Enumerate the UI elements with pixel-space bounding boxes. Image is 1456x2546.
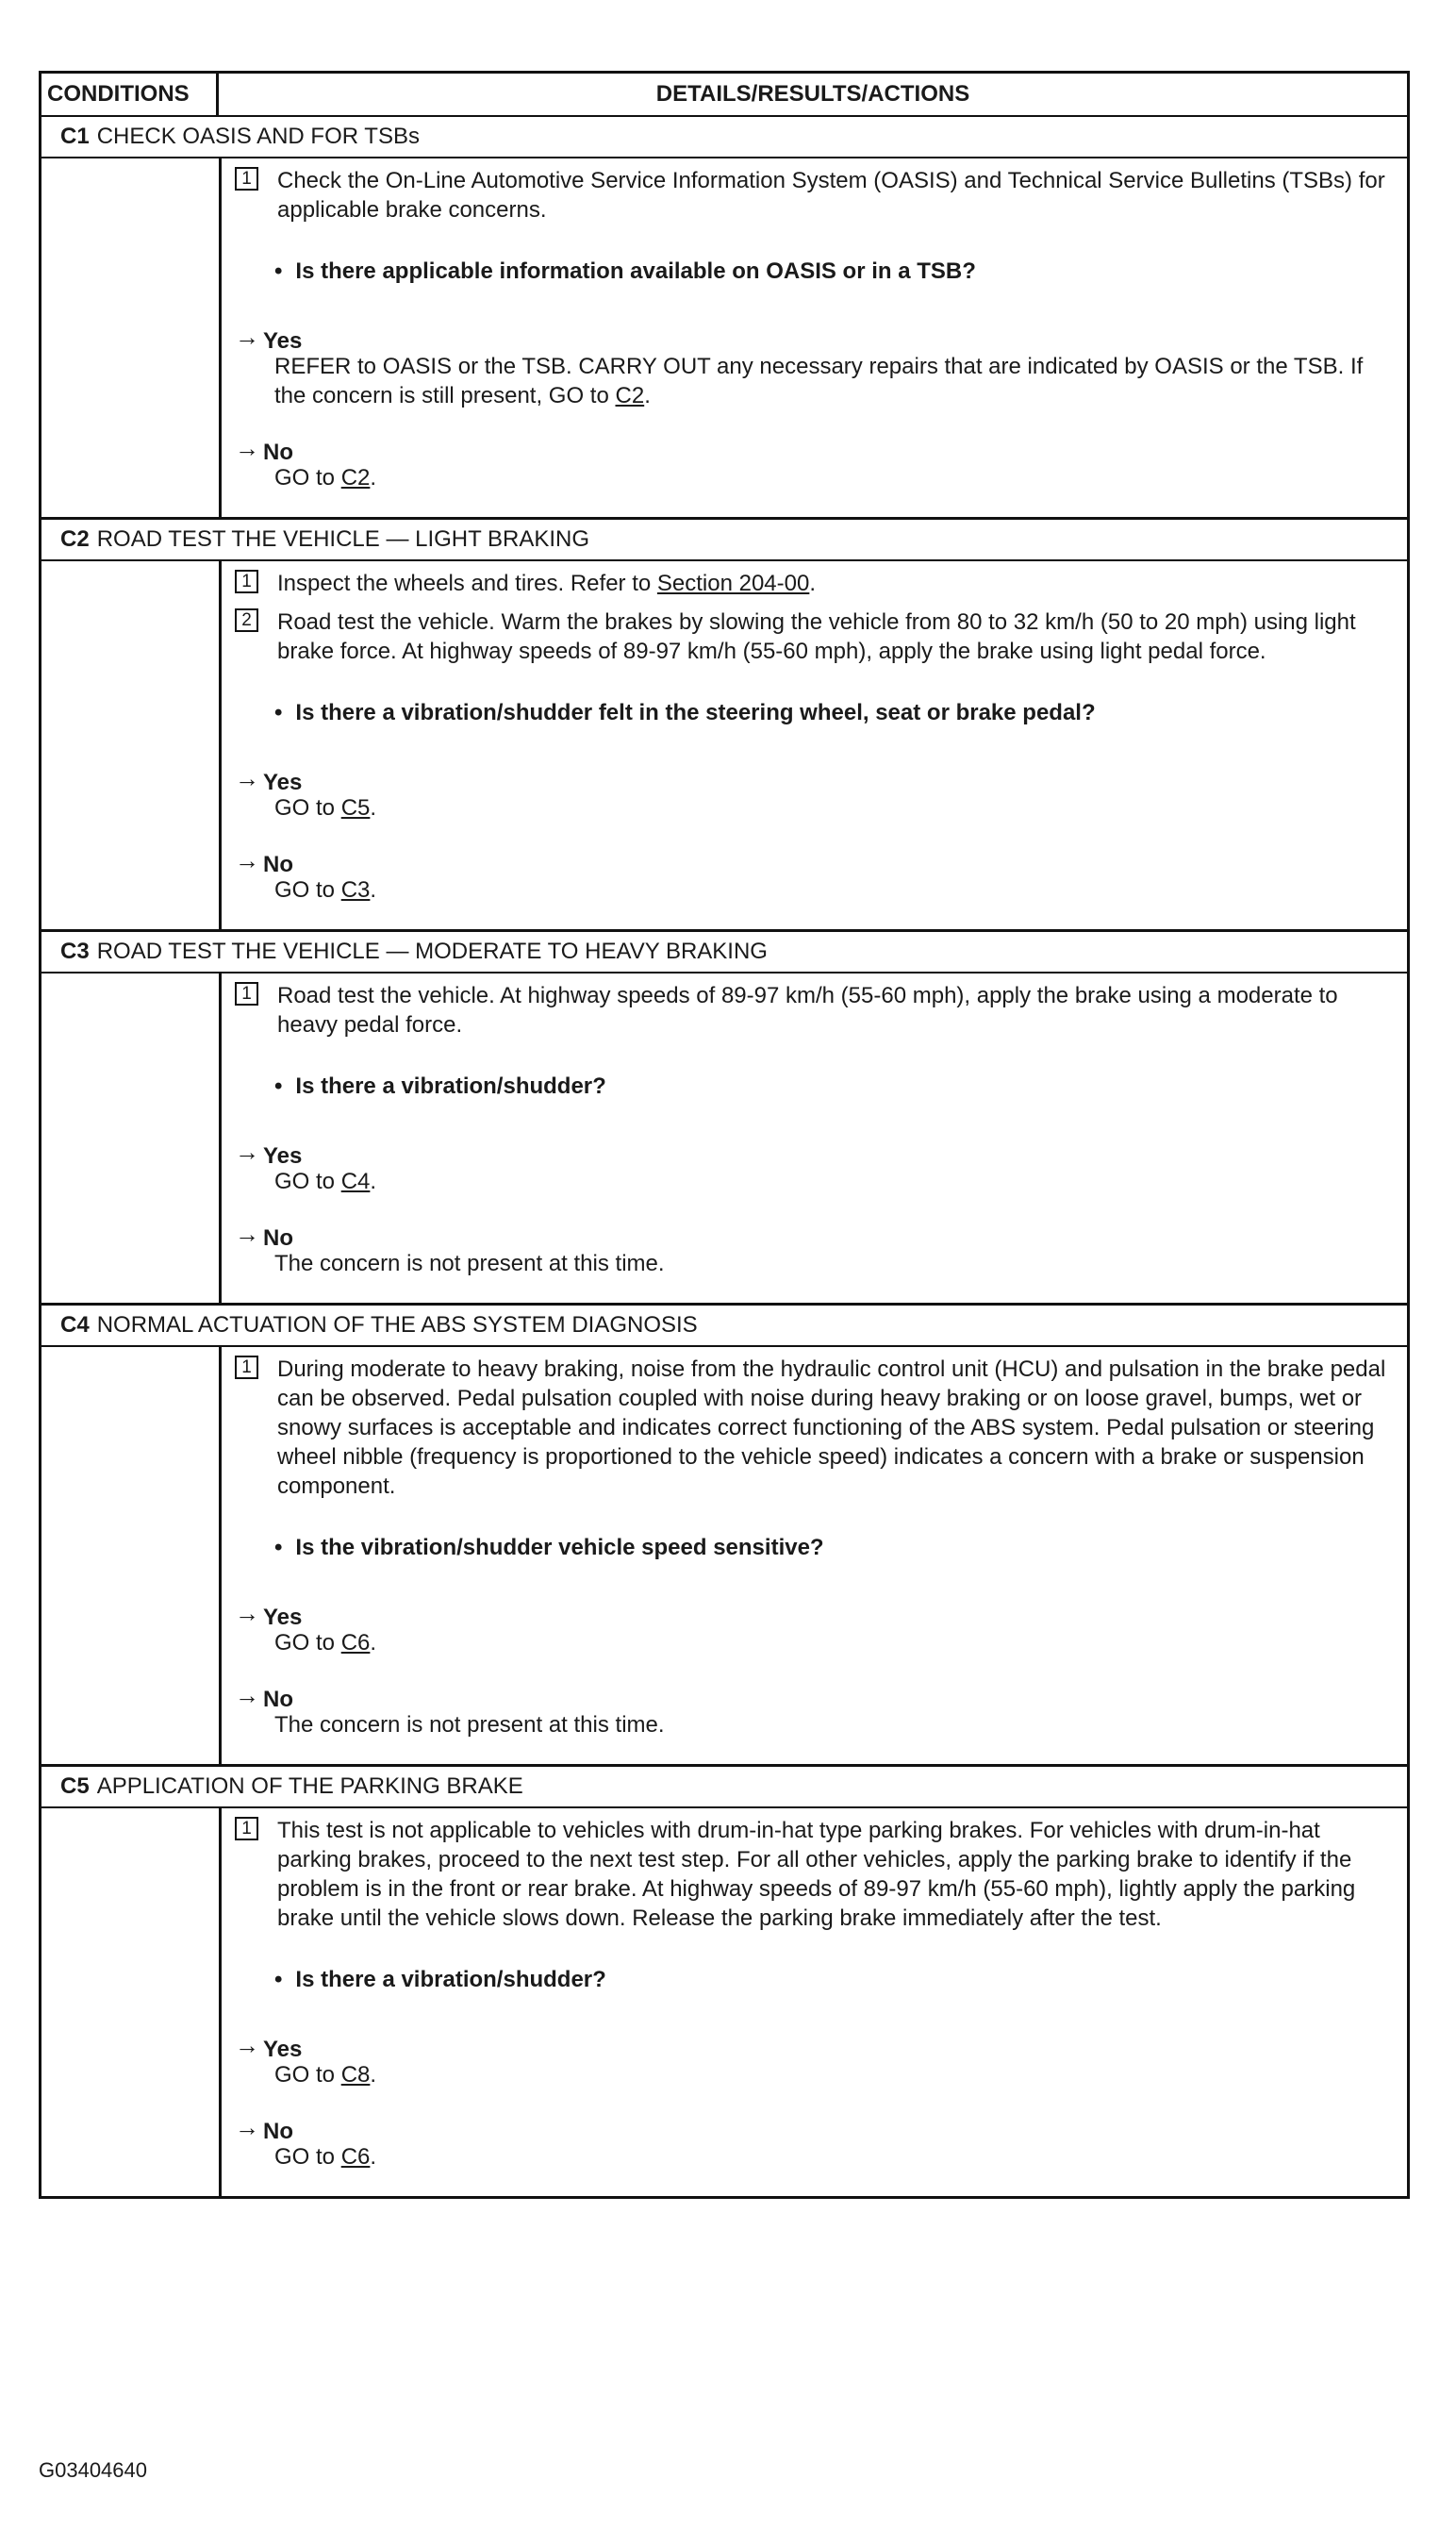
test-step <box>235 166 1398 225</box>
yes-action <box>274 793 1398 823</box>
section-title-c1 <box>41 117 1407 158</box>
no-action <box>274 1710 1398 1739</box>
no-head <box>235 1678 1398 1712</box>
no-head <box>235 843 1398 877</box>
test-step <box>235 607 1398 666</box>
yes-head <box>235 761 1398 795</box>
arrow-icon: → <box>235 2113 259 2141</box>
yes-action-text: GO to <box>274 1169 336 1194</box>
details-cell <box>222 561 1407 929</box>
question <box>274 257 1398 286</box>
table-header <box>41 74 1407 117</box>
details-cell <box>222 973 1407 1303</box>
step-text <box>277 1355 1398 1501</box>
no-action-text: GO to <box>274 877 336 903</box>
no-label: No <box>263 1687 293 1712</box>
no-action <box>274 2142 1398 2172</box>
step-number-box: 1 <box>235 167 258 191</box>
no-answer <box>235 2110 1398 2172</box>
goto-link-c8[interactable]: C8 <box>340 2062 371 2088</box>
section-id: C4 <box>60 1312 90 1338</box>
section-title-c2 <box>41 520 1407 561</box>
no-action-text: GO to <box>274 465 336 491</box>
question-text: Is the vibration/shudder vehicle speed sensitive? <box>295 1535 824 1560</box>
step-number-box: 1 <box>235 570 258 593</box>
arrow-icon: → <box>235 1220 259 1248</box>
test-step <box>235 569 1398 598</box>
step-text <box>277 981 1398 1040</box>
yes-head <box>235 1135 1398 1169</box>
question <box>274 1965 1398 1994</box>
section-title-text: ROAD TEST THE VEHICLE — MODERATE TO HEAVY BRAKING <box>96 939 768 964</box>
question-text: Is there a vibration/shudder? <box>295 1967 606 1992</box>
yes-action-end: . <box>370 2062 377 2088</box>
question <box>274 698 1398 727</box>
bullet-icon: • <box>274 1073 283 1099</box>
conditions-header: CONDITIONS <box>41 74 219 115</box>
yes-head <box>235 320 1398 354</box>
details-cell <box>222 1347 1407 1764</box>
yes-label: Yes <box>263 2037 303 2062</box>
bullet-icon: • <box>274 700 283 725</box>
yes-answer <box>235 761 1398 823</box>
section-id: C1 <box>60 124 90 149</box>
test-step <box>235 981 1398 1040</box>
no-action-end: . <box>370 2144 377 2170</box>
figure-id: G03404640 <box>39 2458 147 2482</box>
section-body-c1 <box>41 158 1407 520</box>
details-cell <box>222 158 1407 517</box>
goto-link-c4[interactable]: C4 <box>340 1169 371 1194</box>
no-label: No <box>263 1225 293 1251</box>
yes-action-text: GO to <box>274 2062 336 2088</box>
goto-link-c3[interactable]: C3 <box>340 877 371 903</box>
yes-action-end: . <box>370 1169 377 1194</box>
question <box>274 1072 1398 1101</box>
yes-label: Yes <box>263 770 303 795</box>
step-text <box>277 569 1398 598</box>
step-text-body: Road test the vehicle. Warm the brakes by slowing the vehicle from 80 to 32 km/h (50 to 20 mph) using light brake force. At highway speeds of 89-97 km/h (55-60 mph), apply the brake using light pedal force. <box>277 609 1356 664</box>
conditions-cell <box>41 561 222 929</box>
goto-link-c6[interactable]: C6 <box>340 2144 371 2170</box>
arrow-icon: → <box>235 1681 259 1709</box>
conditions-cell <box>41 973 222 1303</box>
arrow-icon: → <box>235 2031 259 2059</box>
section-title-c3 <box>41 932 1407 973</box>
section-id: C3 <box>60 939 90 964</box>
section-id: C2 <box>60 526 90 552</box>
question-text: Is there a vibration/shudder felt in the steering wheel, seat or brake pedal? <box>295 700 1096 725</box>
arrow-icon: → <box>235 434 259 462</box>
test-step <box>235 1816 1398 1933</box>
section-body-c5 <box>41 1808 1407 2196</box>
step-text-body: Inspect the wheels and tires. Refer to <box>277 571 652 596</box>
arrow-icon: → <box>235 1599 259 1627</box>
step-text-end: . <box>809 571 817 596</box>
yes-answer <box>235 320 1398 410</box>
no-head <box>235 1217 1398 1251</box>
yes-head <box>235 1596 1398 1630</box>
question-text: Is there a vibration/shudder? <box>295 1073 606 1099</box>
yes-action-text: GO to <box>274 1630 336 1656</box>
yes-action-end: . <box>644 383 651 408</box>
section-title-text: ROAD TEST THE VEHICLE — LIGHT BRAKING <box>96 526 590 552</box>
details-cell <box>222 1808 1407 2196</box>
no-answer <box>235 1678 1398 1739</box>
diagnostic-table <box>39 71 1410 2199</box>
no-action <box>274 1249 1398 1278</box>
step-text-body: This test is not applicable to vehicles with drum-in-hat type parking brakes. For vehicles with drum-in-hat parking brakes, proceed to the next test step. For all other vehicles, apply the parking brake to identify if the problem is in the front or rear brake. At highway speeds of 89-97 km/h (55-60 mph), lightly apply the parking brake until the vehicle slows down. Release the parking brake immediately after the test. <box>277 1818 1356 1931</box>
bullet-icon: • <box>274 258 283 284</box>
goto-link-c5[interactable]: C5 <box>340 795 371 821</box>
yes-action-text: REFER to OASIS or the TSB. CARRY OUT any necessary repairs that are indicated by OASIS or the TSB. If the concern is still present, GO to <box>274 354 1364 408</box>
no-label: No <box>263 2119 293 2144</box>
yes-label: Yes <box>263 1605 303 1630</box>
section-title-text: NORMAL ACTUATION OF THE ABS SYSTEM DIAGNOSIS <box>96 1312 698 1338</box>
section-link[interactable]: Section 204-00 <box>656 571 810 596</box>
step-number-box: 1 <box>235 1356 258 1379</box>
arrow-icon: → <box>235 323 259 351</box>
no-answer <box>235 431 1398 492</box>
yes-action <box>274 2060 1398 2089</box>
test-sections <box>41 117 1407 2196</box>
step-number-box: 2 <box>235 608 258 632</box>
no-action-text: The concern is not present at this time. <box>274 1712 665 1738</box>
conditions-cell <box>41 1347 222 1764</box>
section-body-c2 <box>41 561 1407 932</box>
test-step <box>235 1355 1398 1501</box>
yes-label: Yes <box>263 328 303 354</box>
details-header: DETAILS/RESULTS/ACTIONS <box>655 81 970 107</box>
no-action-text: GO to <box>274 2144 336 2170</box>
conditions-cell <box>41 1808 222 2196</box>
yes-action-text: GO to <box>274 795 336 821</box>
yes-action <box>274 352 1398 410</box>
section-title-text: APPLICATION OF THE PARKING BRAKE <box>96 1773 523 1799</box>
no-action-end: . <box>370 465 377 491</box>
no-action-text: The concern is not present at this time. <box>274 1251 665 1276</box>
yes-action <box>274 1628 1398 1657</box>
question <box>274 1533 1398 1562</box>
goto-link-c2[interactable]: C2 <box>340 465 371 491</box>
no-label: No <box>263 852 293 877</box>
yes-action-end: . <box>370 795 377 821</box>
section-id: C5 <box>60 1773 90 1799</box>
yes-label: Yes <box>263 1143 303 1169</box>
step-number-box: 1 <box>235 982 258 1006</box>
yes-answer <box>235 1596 1398 1657</box>
step-text-body: Road test the vehicle. At highway speeds of 89-97 km/h (55-60 mph), apply the brake using a moderate to heavy pedal force. <box>277 983 1338 1038</box>
no-answer <box>235 1217 1398 1278</box>
step-text-body: Check the On-Line Automotive Service Information System (OASIS) and Technical Service Bulletins (TSBs) for applicable brake concerns. <box>277 168 1385 223</box>
step-text-body: During moderate to heavy braking, noise from the hydraulic control unit (HCU) and pulsation in the brake pedal can be observed. Pedal pulsation coupled with noise during heavy braking or on loose gravel, bumps, wet or snowy surfaces is acceptable and indicates correct functioning of the ABS system. Pedal pulsation or steering wheel nibble (frequency is proportioned to the vehicle speed) indicates a concern with a brake or suspension component. <box>277 1356 1386 1499</box>
question-text: Is there applicable information available on OASIS or in a TSB? <box>295 258 976 284</box>
no-answer <box>235 843 1398 905</box>
step-text <box>277 607 1398 666</box>
no-action <box>274 875 1398 905</box>
section-title-c5 <box>41 1767 1407 1808</box>
step-number-box: 1 <box>235 1817 258 1840</box>
section-title-c4 <box>41 1306 1407 1347</box>
step-text <box>277 166 1398 225</box>
no-head <box>235 431 1398 465</box>
step-text <box>277 1816 1398 1933</box>
yes-head <box>235 2028 1398 2062</box>
arrow-icon: → <box>235 1138 259 1166</box>
no-label: No <box>263 440 293 465</box>
arrow-icon: → <box>235 846 259 874</box>
conditions-cell <box>41 158 222 517</box>
bullet-icon: • <box>274 1967 283 1992</box>
goto-link-c6[interactable]: C6 <box>340 1630 371 1656</box>
no-head <box>235 2110 1398 2144</box>
yes-action <box>274 1167 1398 1196</box>
section-body-c3 <box>41 973 1407 1306</box>
bullet-icon: • <box>274 1535 283 1560</box>
yes-action-end: . <box>370 1630 377 1656</box>
no-action <box>274 463 1398 492</box>
yes-answer <box>235 1135 1398 1196</box>
no-action-end: . <box>370 877 377 903</box>
section-title-text: CHECK OASIS AND FOR TSBs <box>96 124 420 149</box>
arrow-icon: → <box>235 764 259 792</box>
yes-answer <box>235 2028 1398 2089</box>
goto-link-c2[interactable]: C2 <box>615 383 645 408</box>
section-body-c4 <box>41 1347 1407 1767</box>
